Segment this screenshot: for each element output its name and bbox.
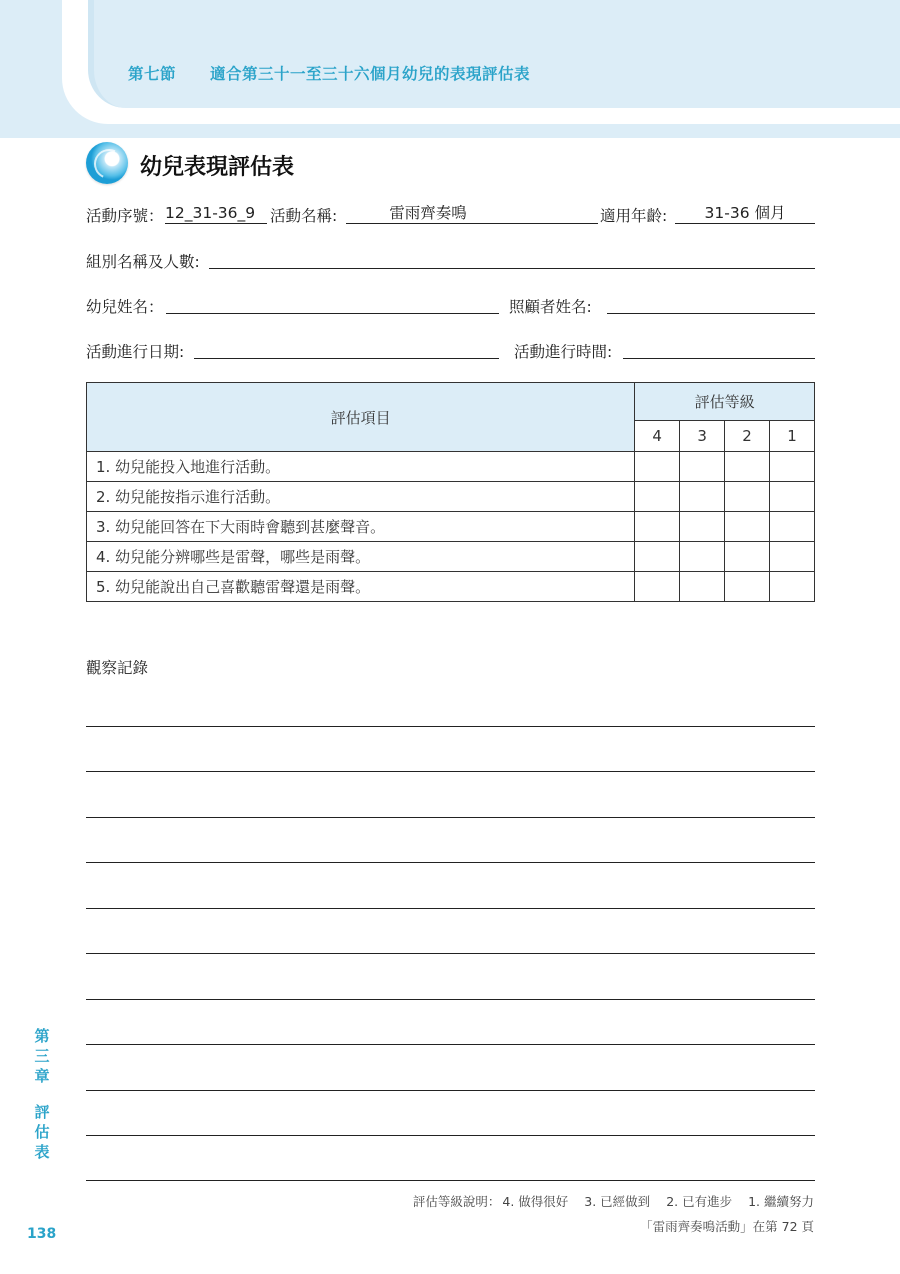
observation-title: 觀察記錄 — [86, 659, 149, 677]
caregiver-label: 照顧者姓名: — [509, 298, 592, 316]
grade-cell[interactable] — [635, 542, 680, 572]
bubble-icon — [86, 142, 128, 184]
date-label: 活動進行日期: — [86, 343, 185, 361]
grade-header: 評估等級 — [635, 383, 815, 421]
item-label: 4. 幼兒能分辨哪些是雷聲，哪些是雨聲。 — [87, 542, 635, 572]
group-field[interactable] — [209, 248, 815, 269]
section-number: 第七節 — [128, 65, 177, 83]
section-title: 適合第三十一至三十六個月幼兒的表現評估表 — [210, 65, 531, 83]
group-label: 組別名稱及人數: — [86, 253, 200, 271]
grade-cell[interactable] — [725, 452, 770, 482]
header-panel — [88, 0, 900, 108]
age-field[interactable]: 31-36 個月 — [675, 203, 815, 224]
time-field[interactable] — [623, 338, 815, 359]
legend-label: 評估等級說明： — [412, 1194, 501, 1209]
grade-cell[interactable] — [725, 572, 770, 602]
grade-cell[interactable] — [770, 452, 815, 482]
evaluation-table — [86, 382, 815, 602]
table-row — [87, 542, 815, 572]
item-label: 1. 幼兒能投入地進行活動。 — [87, 452, 635, 482]
item-label: 5. 幼兒能說出自己喜歡聽雷聲還是雨聲。 — [87, 572, 635, 602]
grade-1-header: 1 — [770, 420, 815, 451]
grade-cell[interactable] — [635, 452, 680, 482]
grade-cell[interactable] — [770, 542, 815, 572]
observation-line[interactable] — [86, 953, 815, 954]
grade-cell[interactable] — [680, 512, 725, 542]
activity-name-label: 活動名稱: — [270, 207, 338, 225]
legend-item: 4. 做得很好 — [502, 1194, 569, 1209]
observation-line[interactable] — [86, 908, 815, 909]
side-tab-char: 評 — [34, 1103, 50, 1121]
side-tab-char: 第 — [34, 1027, 50, 1045]
grade-3-header: 3 — [680, 420, 725, 451]
time-label: 活動進行時間: — [514, 343, 613, 361]
observation-line[interactable] — [86, 862, 815, 863]
legend-item: 2. 已有進步 — [666, 1194, 733, 1209]
grade-cell[interactable] — [635, 572, 680, 602]
grade-cell[interactable] — [770, 512, 815, 542]
activity-no-field[interactable]: 12_31-36_9 — [165, 203, 267, 224]
activity-name-value: 雷雨齊奏鳴 — [389, 204, 467, 222]
observation-line[interactable] — [86, 726, 815, 727]
legend-item: 3. 已經做到 — [584, 1194, 651, 1209]
side-tab-char: 估 — [34, 1123, 50, 1141]
caregiver-field[interactable] — [607, 293, 815, 314]
grade-cell[interactable] — [770, 572, 815, 602]
child-name-field[interactable] — [166, 293, 499, 314]
observation-line[interactable] — [86, 817, 815, 818]
page-title: 幼兒表現評估表 — [140, 155, 295, 180]
page-number: 138 — [27, 1226, 57, 1242]
table-row — [87, 452, 815, 482]
observation-line[interactable] — [86, 1044, 815, 1045]
observation-line[interactable] — [86, 1090, 815, 1091]
grade-cell[interactable] — [725, 542, 770, 572]
observation-line[interactable] — [86, 1180, 815, 1181]
observation-line[interactable] — [86, 999, 815, 1000]
item-header: 評估項目 — [87, 383, 635, 452]
side-tab-char: 三 — [34, 1047, 50, 1065]
table-row — [87, 572, 815, 602]
activity-name-field[interactable] — [346, 203, 598, 224]
item-label: 3. 幼兒能回答在下大雨時會聽到甚麼聲音。 — [87, 512, 635, 542]
table-row — [87, 512, 815, 542]
grade-cell[interactable] — [680, 572, 725, 602]
section-header — [128, 62, 530, 84]
grade-2-header: 2 — [725, 420, 770, 451]
age-label: 適用年齡: — [600, 207, 668, 225]
chapter-side-tab — [31, 1026, 53, 1162]
grade-cell[interactable] — [680, 482, 725, 512]
activity-no-label: 活動序號： — [86, 207, 164, 225]
grade-cell[interactable] — [680, 452, 725, 482]
grade-cell[interactable] — [680, 542, 725, 572]
item-label: 2. 幼兒能按指示進行活動。 — [87, 482, 635, 512]
table-row — [87, 482, 815, 512]
child-name-label: 幼兒姓名： — [86, 298, 164, 316]
grade-cell[interactable] — [635, 482, 680, 512]
grade-cell[interactable] — [635, 512, 680, 542]
date-field[interactable] — [194, 338, 499, 359]
side-tab-char: 章 — [34, 1067, 50, 1085]
grade-4-header: 4 — [635, 420, 680, 451]
grade-legend — [413, 1192, 814, 1210]
grade-cell[interactable] — [725, 512, 770, 542]
side-tab-char: 表 — [34, 1143, 50, 1161]
page-reference: 「雷雨齊奏鳴活動」在第 72 頁 — [640, 1219, 814, 1234]
legend-item: 1. 繼續努力 — [748, 1194, 814, 1209]
grade-cell[interactable] — [725, 482, 770, 512]
observation-line[interactable] — [86, 771, 815, 772]
grade-cell[interactable] — [770, 482, 815, 512]
observation-line[interactable] — [86, 1135, 815, 1136]
side-tab-gap — [31, 1086, 53, 1102]
